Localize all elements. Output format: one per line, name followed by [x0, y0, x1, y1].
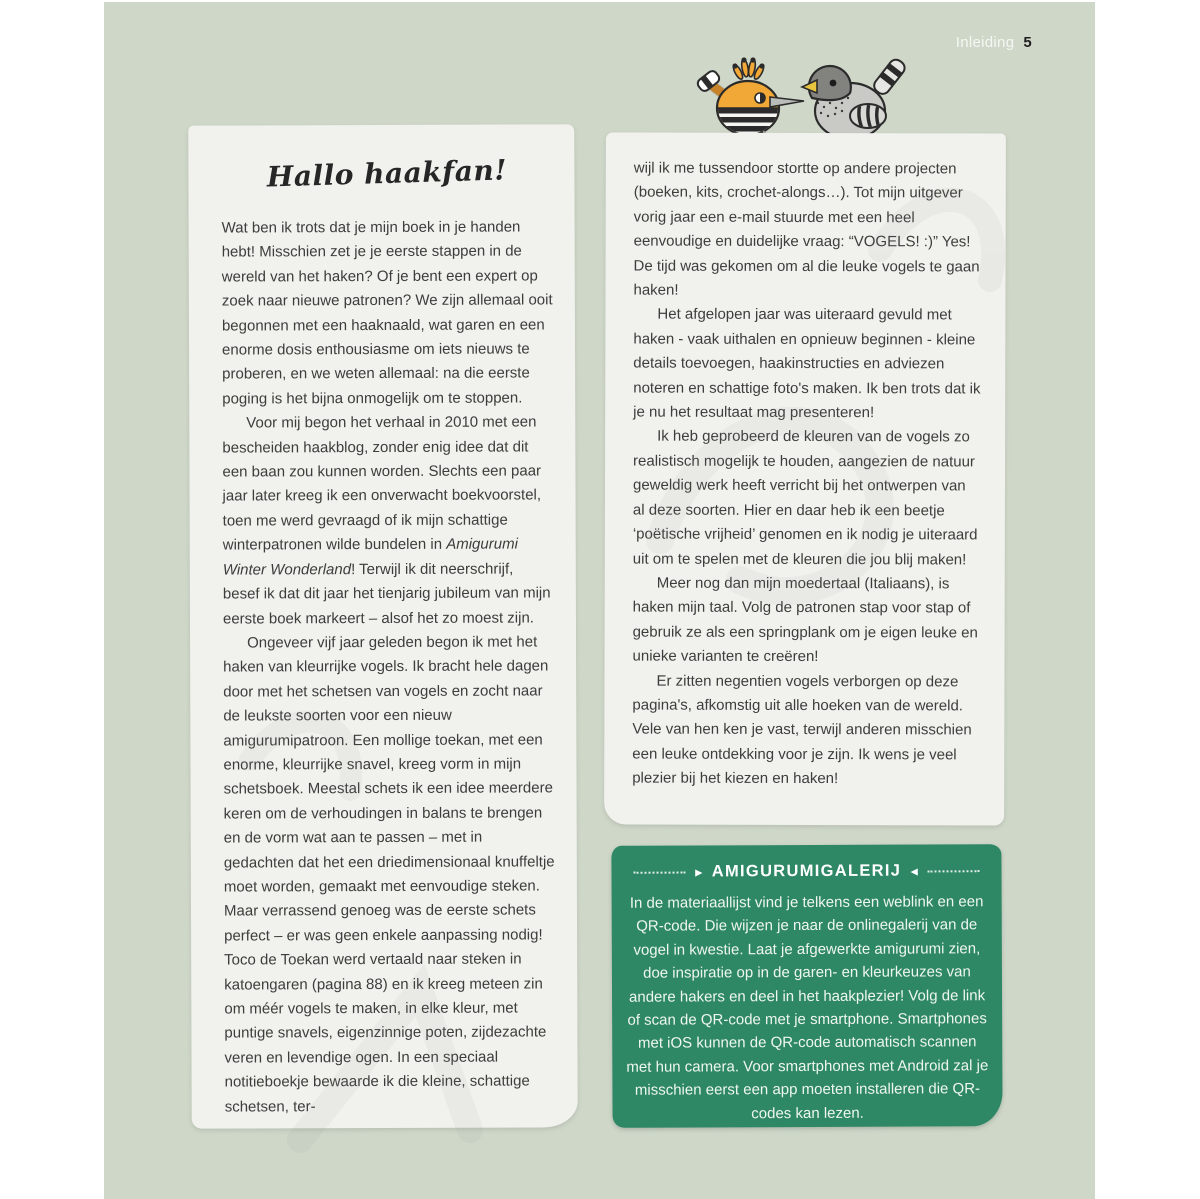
page-header — [956, 34, 1032, 51]
dotted-line-left — [634, 871, 686, 873]
page-number: 5 — [1023, 34, 1032, 51]
body-paragraph: Er zitten negentien vogels verborgen op deze pagina's, afkomstig uit alle hoeken van de wereld. Vele van hen ken je vast, terwijl anderen misschien een leuke ontdekking voor je zijn. Ik wens je veel plezier bij het kiezen en haken! — [632, 672, 972, 788]
left-column-text — [222, 215, 556, 1119]
gallery-title: AMIGURUMIGALERIJ — [711, 861, 902, 881]
dotted-line-right — [927, 870, 979, 872]
body-paragraph: Ik heb geprobeerd de kleuren van de vogels zo realistisch mogelijk te houden, aangezien de natuur geweldig werk heeft verricht bij het ontwerpen van al deze soorten. Hier en daar heb ik een beetje ‘poëtische vrijheid’ genomen en ik nodig je uiteraard uit om te spelen met de kleuren die jou blij maken! — [632, 428, 978, 568]
arrow-right-icon: ► — [692, 864, 705, 879]
gallery-body-text: In de materiaallijst vind je telkens een weblink en een QR-code. Die wijzen je naar de onlinegalerij van de vogel in kwestie. Laat je afgewerkte amigurumi zien, doe inspiratie op in de garen- en kleurkeuzes van andere hakers en deel in het haakplezier! Volg de link of scan de QR-code met je smartphone. Smartphones met iOS kunnen de QR-code automatisch scannen met hun camera. Voor smartphones met Android zal je misschien eerst een app moeten installeren die QR-codes kan lezen. — [626, 893, 989, 1122]
gallery-box — [611, 844, 1002, 1128]
body-paragraph: Wat ben ik trots dat je mijn boek in je handen hebt! Misschien zet je je eerste stappen in de wereld van het haken? Of je bent een expert op zoek naar nieuwe patronen? We zijn allemaal ooit begonnen met een haaknaald, wat garen en een enorme dosis enthousiasme om iets nieuws te proberen, en we weten allemaal: na die eerste poging is het bijna onmogelijk om te stoppen. — [221, 218, 553, 408]
right-text-panel — [604, 132, 1006, 825]
intro-heading: Hallo haakfan! — [266, 153, 508, 194]
gallery-title-row — [611, 844, 1001, 886]
section-label: Inleiding — [955, 34, 1015, 51]
body-paragraph: Voor mij begon het verhaal in 2010 met een bescheiden haakblog, zonder enig idee dat dit een baan zou kunnen worden. Slechts een paar jaar later kreeg ik een onverwacht boekvoorstel, toen me werd gevraagd of ik mijn schattige winterpatronen wilde bundelen in Amigurumi Winter Wonderland! Terwijl ik dit neerschrijf, besef ik dat dit jaar het tienjarig jubileum van mijn eerste boek markeert – alsof het zo moest zijn. — [222, 413, 551, 628]
body-paragraph: Ongeveer vijf jaar geleden begon ik met het haken van kleurrijke vogels. Ik bracht hele dagen door met het schetsen van vogels en zocht naar de leukste soorten voor een nieuw amigurumipatroon. Een mollige toekan, met een enorme, kleurrijke snavel, kreeg vorm in mijn schetsboek. Meestal schets ik een idee meerdere keren om de verhoudingen in balans te brengen en de vorm wat aan te passen – met in gedachten dat het een driedimensionaal knuffeltje moet worden, gemaakt met eenvoudige steken. Maar verrassend genoeg was de eerste schets perfect – er was geen enkele aanpassing nodig! Toco de Toekan werd vertaald naar steken in katoengaren (pagina 88) en ik kreeg meteen zin om méér vogels te maken, in elke kleur, met puntige snavels, eigenzinnige poten, zijdezachte veren en levendige ogen. In een speciaal notitieboekje bewaarde ik die kleine, schattige schetsen, ter- — [223, 633, 555, 1116]
right-column-text — [632, 157, 982, 792]
body-paragraph: Meer nog dan mijn moedertaal (Italiaans), is haken mijn taal. Volg de patronen stap voor stap of gebruik ze als een springplank om je eigen leuke en unieke varianten te creëren! — [632, 574, 978, 666]
body-paragraph: wijl ik me tussendoor stortte op andere projecten (boeken, kits, crochet-alongs…). Tot mijn uitgever vorig jaar een e-mail stuurde met een heel eenvoudige en duidelijke vraag: “VOGELS! :)” Yes! De tijd was gekomen om al die leuke vogels te gaan haken! — [633, 159, 980, 299]
body-paragraph: Het afgelopen jaar was uiteraard gevuld met haken - vaak uithalen en opnieuw beginnen - kleine details toevoegen, haakinstructies en adviezen noteren en schattige foto's maken. Ik ben trots dat ik je nu het resultaat mag presenteren! — [633, 306, 981, 422]
arrow-left-icon: ◄ — [908, 864, 921, 879]
left-text-panel — [188, 124, 577, 1128]
